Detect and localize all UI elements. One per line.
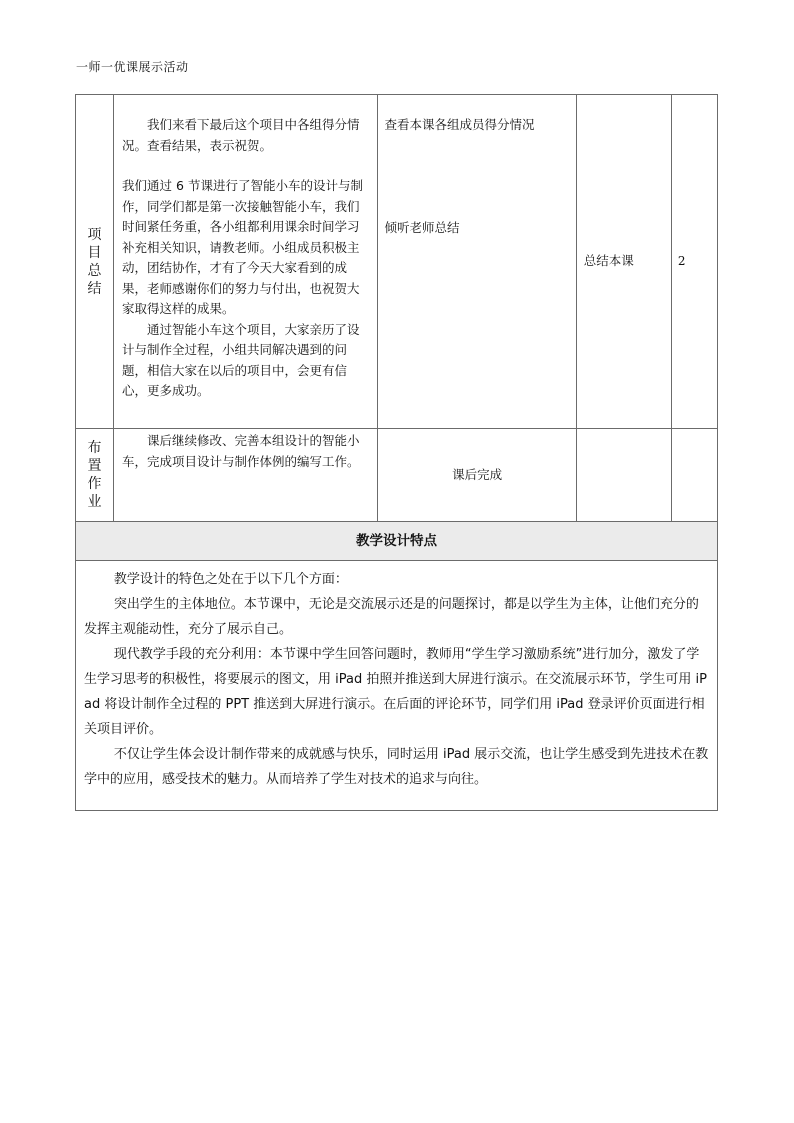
design-intent-summary: [576, 95, 671, 429]
teacher-paragraph: 我们来看下最后这个项目中各组得分情况。查看结果，表示祝贺。: [122, 117, 360, 153]
features-body: [76, 561, 718, 811]
features-paragraph: 突出学生的主体地位。本节课中，无论是交流展示还是的问题探讨，都是以学生为主体，让他们充分的发挥主观能动性，充分了展示自己。: [84, 597, 699, 637]
features-paragraph: 教学设计的特色之处在于以下几个方面：: [113, 572, 348, 587]
teacher-paragraph: 课后继续修改、完善本组设计的智能小车，完成项目设计与制作体例的编写工作。: [122, 433, 360, 469]
time-value: 2: [677, 254, 686, 269]
time-cell-summary: [671, 95, 717, 429]
page-header-title: 一师一优课展示活动: [76, 60, 189, 74]
student-activity-line: 查看本课各组成员得分情况: [384, 117, 535, 132]
features-paragraph: 现代教学手段的充分利用：本节课中学生回答问题时，教师用“学生学习激励系统”进行加分，激发了学生学习思考的积极性，将要展示的图文，用 iPad 拍照并推送到大屏进行演示。在交流展示环节，学生可用 iPad 将设计制作全过程的 PPT 推送到大屏进行演示。在后面的评论环节，同学们用 iPad 登录评价页面进行相关项目评价。: [84, 647, 707, 737]
student-activity-homework: [378, 429, 576, 522]
time-cell-homework: [671, 429, 717, 522]
teacher-activity-summary: [114, 95, 378, 429]
design-intent-text: 总结本课: [583, 253, 634, 269]
category-cell-homework: [76, 429, 114, 522]
table-row-features-heading: [76, 522, 718, 561]
category-label-summary: 项目总结: [87, 226, 102, 297]
table-row-homework: [76, 429, 718, 522]
teacher-paragraph: 通过智能小车这个项目，大家亲历了设计与制作全过程，小组共同解决遇到的问题，相信大家在以后的项目中，会更有信心，更多成功。: [122, 321, 360, 398]
features-heading: 教学设计特点: [76, 522, 718, 561]
student-activity-summary: [378, 95, 576, 429]
design-intent-homework: [576, 429, 671, 522]
table-row-features: [76, 561, 718, 811]
category-cell-summary: [76, 95, 114, 429]
category-label-homework: 布置作业: [87, 440, 102, 510]
student-activity-line: 倾听老师总结: [384, 219, 460, 235]
table-row-summary: [76, 95, 718, 429]
teacher-paragraph: 我们通过 6 节课进行了智能小车的设计与制作，同学们都是第一次接触智能小车，我们时间紧任务重，各小组都利用课余时间学习补充相关知识，请教老师。小组成员积极主动，团结协作，才有了今天大家看到的成果，老师感谢你们的努力与付出，也祝贺大家取得这样的成果。: [122, 178, 363, 316]
student-activity-line: 课后完成: [452, 466, 503, 482]
teacher-activity-homework: [114, 429, 378, 522]
lesson-plan-table: [75, 94, 718, 811]
features-paragraph: 不仅让学生体会设计制作带来的成就感与快乐，同时运用 iPad 展示交流，也让学生感受到先进技术在教学中的应用，感受技术的魅力。从而培养了学生对技术的追求与向往。: [84, 747, 709, 787]
